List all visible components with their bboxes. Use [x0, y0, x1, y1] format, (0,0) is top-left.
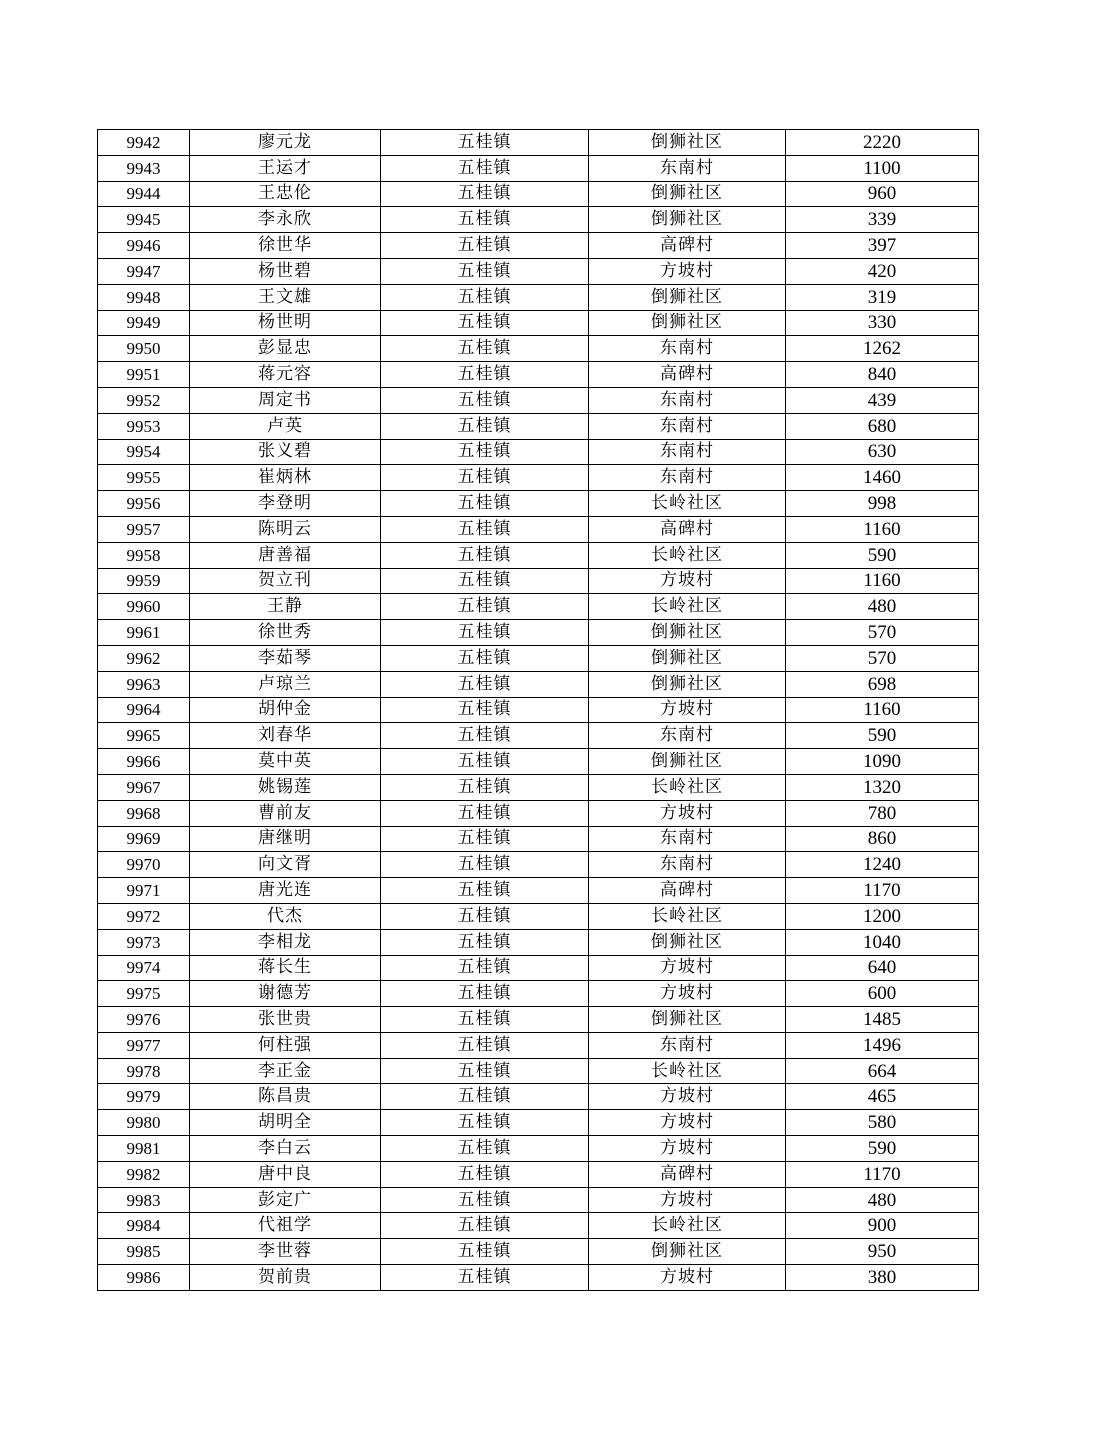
name-cell: 代祖学	[190, 1213, 381, 1239]
village-cell: 高碑村	[589, 362, 786, 388]
table-row	[98, 878, 979, 904]
name-cell: 刘春华	[190, 723, 381, 749]
row-number-cell: 9963	[98, 671, 190, 697]
name-cell: 李白云	[190, 1136, 381, 1162]
name-cell: 蒋长生	[190, 955, 381, 981]
row-number-cell: 9978	[98, 1058, 190, 1084]
village-cell: 东南村	[589, 155, 786, 181]
village-cell: 东南村	[589, 336, 786, 362]
town-cell: 五桂镇	[381, 1161, 589, 1187]
name-cell: 唐继明	[190, 826, 381, 852]
amount-cell: 480	[786, 1187, 979, 1213]
table-row	[98, 826, 979, 852]
town-cell: 五桂镇	[381, 336, 589, 362]
village-cell: 倒狮社区	[589, 181, 786, 207]
row-number-cell: 9974	[98, 955, 190, 981]
name-cell: 杨世碧	[190, 258, 381, 284]
town-cell: 五桂镇	[381, 542, 589, 568]
table-row	[98, 1265, 979, 1291]
amount-cell: 1496	[786, 1032, 979, 1058]
table-row	[98, 568, 979, 594]
amount-cell: 570	[786, 620, 979, 646]
town-cell: 五桂镇	[381, 387, 589, 413]
table-row	[98, 284, 979, 310]
table-row	[98, 516, 979, 542]
amount-cell: 590	[786, 542, 979, 568]
row-number-cell: 9966	[98, 749, 190, 775]
row-number-cell: 9972	[98, 903, 190, 929]
table-row	[98, 1110, 979, 1136]
village-cell: 长岭社区	[589, 542, 786, 568]
amount-cell: 680	[786, 413, 979, 439]
table-row	[98, 310, 979, 336]
village-cell: 方坡村	[589, 955, 786, 981]
village-cell: 高碑村	[589, 516, 786, 542]
amount-cell: 1485	[786, 1007, 979, 1033]
village-cell: 长岭社区	[589, 774, 786, 800]
village-cell: 东南村	[589, 465, 786, 491]
name-cell: 贺前贵	[190, 1265, 381, 1291]
town-cell: 五桂镇	[381, 1058, 589, 1084]
name-cell: 唐中良	[190, 1161, 381, 1187]
amount-cell: 1160	[786, 516, 979, 542]
town-cell: 五桂镇	[381, 207, 589, 233]
village-cell: 倒狮社区	[589, 310, 786, 336]
town-cell: 五桂镇	[381, 1265, 589, 1291]
village-cell: 倒狮社区	[589, 1007, 786, 1033]
table-row	[98, 258, 979, 284]
row-number-cell: 9956	[98, 491, 190, 517]
row-number-cell: 9976	[98, 1007, 190, 1033]
village-cell: 长岭社区	[589, 491, 786, 517]
table-row	[98, 387, 979, 413]
name-cell: 陈明云	[190, 516, 381, 542]
table-row	[98, 620, 979, 646]
name-cell: 李茹琴	[190, 645, 381, 671]
table-row	[98, 594, 979, 620]
table-row	[98, 1136, 979, 1162]
name-cell: 李正金	[190, 1058, 381, 1084]
table-row	[98, 542, 979, 568]
row-number-cell: 9961	[98, 620, 190, 646]
town-cell: 五桂镇	[381, 155, 589, 181]
row-number-cell: 9983	[98, 1187, 190, 1213]
row-number-cell: 9973	[98, 929, 190, 955]
town-cell: 五桂镇	[381, 774, 589, 800]
table-row	[98, 929, 979, 955]
town-cell: 五桂镇	[381, 413, 589, 439]
village-cell: 东南村	[589, 439, 786, 465]
row-number-cell: 9943	[98, 155, 190, 181]
amount-cell: 1200	[786, 903, 979, 929]
town-cell: 五桂镇	[381, 284, 589, 310]
row-number-cell: 9980	[98, 1110, 190, 1136]
name-cell: 莫中英	[190, 749, 381, 775]
amount-cell: 480	[786, 594, 979, 620]
table-row	[98, 800, 979, 826]
amount-cell: 319	[786, 284, 979, 310]
town-cell: 五桂镇	[381, 620, 589, 646]
name-cell: 姚锡莲	[190, 774, 381, 800]
amount-cell: 380	[786, 1265, 979, 1291]
town-cell: 五桂镇	[381, 1110, 589, 1136]
amount-cell: 439	[786, 387, 979, 413]
row-number-cell: 9957	[98, 516, 190, 542]
village-cell: 方坡村	[589, 568, 786, 594]
table-row	[98, 439, 979, 465]
amount-cell: 1320	[786, 774, 979, 800]
village-cell: 东南村	[589, 387, 786, 413]
name-cell: 胡明全	[190, 1110, 381, 1136]
amount-cell: 998	[786, 491, 979, 517]
town-cell: 五桂镇	[381, 594, 589, 620]
name-cell: 李永欣	[190, 207, 381, 233]
village-cell: 东南村	[589, 826, 786, 852]
town-cell: 五桂镇	[381, 1187, 589, 1213]
name-cell: 卢琼兰	[190, 671, 381, 697]
name-cell: 代杰	[190, 903, 381, 929]
village-cell: 方坡村	[589, 1187, 786, 1213]
name-cell: 崔炳林	[190, 465, 381, 491]
village-cell: 方坡村	[589, 258, 786, 284]
name-cell: 胡仲金	[190, 697, 381, 723]
amount-cell: 840	[786, 362, 979, 388]
row-number-cell: 9979	[98, 1084, 190, 1110]
village-cell: 方坡村	[589, 1136, 786, 1162]
town-cell: 五桂镇	[381, 233, 589, 259]
name-cell: 彭定广	[190, 1187, 381, 1213]
table-row	[98, 491, 979, 517]
village-cell: 方坡村	[589, 1110, 786, 1136]
name-cell: 向文胥	[190, 852, 381, 878]
row-number-cell: 9955	[98, 465, 190, 491]
name-cell: 王运才	[190, 155, 381, 181]
amount-cell: 900	[786, 1213, 979, 1239]
table-row	[98, 774, 979, 800]
table-row	[98, 1161, 979, 1187]
row-number-cell: 9962	[98, 645, 190, 671]
amount-cell: 950	[786, 1239, 979, 1265]
amount-cell: 664	[786, 1058, 979, 1084]
amount-cell: 1100	[786, 155, 979, 181]
amount-cell: 1040	[786, 929, 979, 955]
row-number-cell: 9985	[98, 1239, 190, 1265]
town-cell: 五桂镇	[381, 491, 589, 517]
amount-cell: 397	[786, 233, 979, 259]
row-number-cell: 9942	[98, 130, 190, 156]
village-cell: 方坡村	[589, 1265, 786, 1291]
village-cell: 倒狮社区	[589, 645, 786, 671]
table-row	[98, 130, 979, 156]
village-cell: 倒狮社区	[589, 130, 786, 156]
name-cell: 唐善福	[190, 542, 381, 568]
name-cell: 张义碧	[190, 439, 381, 465]
row-number-cell: 9947	[98, 258, 190, 284]
table-row	[98, 207, 979, 233]
name-cell: 卢英	[190, 413, 381, 439]
amount-cell: 420	[786, 258, 979, 284]
row-number-cell: 9975	[98, 981, 190, 1007]
name-cell: 谢德芳	[190, 981, 381, 1007]
name-cell: 李世蓉	[190, 1239, 381, 1265]
row-number-cell: 9977	[98, 1032, 190, 1058]
town-cell: 五桂镇	[381, 181, 589, 207]
village-cell: 倒狮社区	[589, 207, 786, 233]
name-cell: 王文雄	[190, 284, 381, 310]
table-row	[98, 955, 979, 981]
name-cell: 唐光连	[190, 878, 381, 904]
town-cell: 五桂镇	[381, 826, 589, 852]
table-row	[98, 1084, 979, 1110]
amount-cell: 570	[786, 645, 979, 671]
amount-cell: 960	[786, 181, 979, 207]
village-cell: 长岭社区	[589, 903, 786, 929]
row-number-cell: 9954	[98, 439, 190, 465]
name-cell: 徐世秀	[190, 620, 381, 646]
table-row	[98, 155, 979, 181]
name-cell: 徐世华	[190, 233, 381, 259]
village-cell: 倒狮社区	[589, 620, 786, 646]
name-cell: 李相龙	[190, 929, 381, 955]
table-row	[98, 413, 979, 439]
row-number-cell: 9968	[98, 800, 190, 826]
town-cell: 五桂镇	[381, 903, 589, 929]
table-row	[98, 852, 979, 878]
row-number-cell: 9953	[98, 413, 190, 439]
village-cell: 方坡村	[589, 697, 786, 723]
village-cell: 方坡村	[589, 1084, 786, 1110]
amount-cell: 590	[786, 1136, 979, 1162]
amount-cell: 339	[786, 207, 979, 233]
town-cell: 五桂镇	[381, 1032, 589, 1058]
village-cell: 高碑村	[589, 233, 786, 259]
name-cell: 周定书	[190, 387, 381, 413]
town-cell: 五桂镇	[381, 310, 589, 336]
row-number-cell: 9949	[98, 310, 190, 336]
table-row	[98, 749, 979, 775]
amount-cell: 1170	[786, 1161, 979, 1187]
town-cell: 五桂镇	[381, 1136, 589, 1162]
table-row	[98, 465, 979, 491]
name-cell: 何柱强	[190, 1032, 381, 1058]
amount-cell: 1090	[786, 749, 979, 775]
amount-cell: 1160	[786, 697, 979, 723]
village-cell: 长岭社区	[589, 594, 786, 620]
town-cell: 五桂镇	[381, 671, 589, 697]
village-cell: 高碑村	[589, 878, 786, 904]
town-cell: 五桂镇	[381, 878, 589, 904]
town-cell: 五桂镇	[381, 1239, 589, 1265]
name-cell: 李登明	[190, 491, 381, 517]
table-row	[98, 1239, 979, 1265]
town-cell: 五桂镇	[381, 852, 589, 878]
town-cell: 五桂镇	[381, 568, 589, 594]
village-cell: 方坡村	[589, 981, 786, 1007]
village-cell: 方坡村	[589, 800, 786, 826]
row-number-cell: 9959	[98, 568, 190, 594]
village-cell: 东南村	[589, 723, 786, 749]
row-number-cell: 9965	[98, 723, 190, 749]
name-cell: 张世贵	[190, 1007, 381, 1033]
amount-cell: 330	[786, 310, 979, 336]
amount-cell: 860	[786, 826, 979, 852]
table-row	[98, 645, 979, 671]
table-row	[98, 671, 979, 697]
town-cell: 五桂镇	[381, 981, 589, 1007]
row-number-cell: 9951	[98, 362, 190, 388]
town-cell: 五桂镇	[381, 749, 589, 775]
town-cell: 五桂镇	[381, 362, 589, 388]
row-number-cell: 9944	[98, 181, 190, 207]
town-cell: 五桂镇	[381, 1084, 589, 1110]
amount-cell: 640	[786, 955, 979, 981]
village-cell: 长岭社区	[589, 1058, 786, 1084]
roster-table	[97, 129, 979, 1291]
name-cell: 王忠伦	[190, 181, 381, 207]
village-cell: 倒狮社区	[589, 1239, 786, 1265]
town-cell: 五桂镇	[381, 465, 589, 491]
amount-cell: 465	[786, 1084, 979, 1110]
row-number-cell: 9948	[98, 284, 190, 310]
row-number-cell: 9945	[98, 207, 190, 233]
town-cell: 五桂镇	[381, 645, 589, 671]
name-cell: 陈昌贵	[190, 1084, 381, 1110]
table-row	[98, 1187, 979, 1213]
table-row	[98, 1007, 979, 1033]
amount-cell: 600	[786, 981, 979, 1007]
row-number-cell: 9971	[98, 878, 190, 904]
town-cell: 五桂镇	[381, 1213, 589, 1239]
village-cell: 倒狮社区	[589, 671, 786, 697]
table-row	[98, 697, 979, 723]
table-row	[98, 1213, 979, 1239]
village-cell: 倒狮社区	[589, 749, 786, 775]
village-cell: 东南村	[589, 413, 786, 439]
name-cell: 廖元龙	[190, 130, 381, 156]
town-cell: 五桂镇	[381, 723, 589, 749]
amount-cell: 2220	[786, 130, 979, 156]
amount-cell: 1460	[786, 465, 979, 491]
roster-table-body	[98, 130, 979, 1291]
amount-cell: 580	[786, 1110, 979, 1136]
name-cell: 贺立刊	[190, 568, 381, 594]
table-row	[98, 903, 979, 929]
name-cell: 王静	[190, 594, 381, 620]
name-cell: 彭显忠	[190, 336, 381, 362]
village-cell: 高碑村	[589, 1161, 786, 1187]
amount-cell: 780	[786, 800, 979, 826]
amount-cell: 590	[786, 723, 979, 749]
village-cell: 倒狮社区	[589, 929, 786, 955]
village-cell: 东南村	[589, 852, 786, 878]
row-number-cell: 9970	[98, 852, 190, 878]
table-row	[98, 336, 979, 362]
amount-cell: 630	[786, 439, 979, 465]
row-number-cell: 9946	[98, 233, 190, 259]
town-cell: 五桂镇	[381, 258, 589, 284]
table-row	[98, 1032, 979, 1058]
town-cell: 五桂镇	[381, 955, 589, 981]
row-number-cell: 9984	[98, 1213, 190, 1239]
row-number-cell: 9981	[98, 1136, 190, 1162]
village-cell: 倒狮社区	[589, 284, 786, 310]
town-cell: 五桂镇	[381, 516, 589, 542]
table-row	[98, 981, 979, 1007]
name-cell: 曹前友	[190, 800, 381, 826]
row-number-cell: 9967	[98, 774, 190, 800]
amount-cell: 1240	[786, 852, 979, 878]
town-cell: 五桂镇	[381, 130, 589, 156]
table-row	[98, 362, 979, 388]
row-number-cell: 9982	[98, 1161, 190, 1187]
row-number-cell: 9969	[98, 826, 190, 852]
row-number-cell: 9950	[98, 336, 190, 362]
row-number-cell: 9964	[98, 697, 190, 723]
town-cell: 五桂镇	[381, 929, 589, 955]
row-number-cell: 9960	[98, 594, 190, 620]
row-number-cell: 9958	[98, 542, 190, 568]
amount-cell: 1262	[786, 336, 979, 362]
name-cell: 蒋元容	[190, 362, 381, 388]
table-row	[98, 233, 979, 259]
town-cell: 五桂镇	[381, 439, 589, 465]
town-cell: 五桂镇	[381, 800, 589, 826]
table-row	[98, 723, 979, 749]
name-cell: 杨世明	[190, 310, 381, 336]
village-cell: 东南村	[589, 1032, 786, 1058]
amount-cell: 1170	[786, 878, 979, 904]
town-cell: 五桂镇	[381, 1007, 589, 1033]
row-number-cell: 9952	[98, 387, 190, 413]
amount-cell: 698	[786, 671, 979, 697]
village-cell: 长岭社区	[589, 1213, 786, 1239]
row-number-cell: 9986	[98, 1265, 190, 1291]
table-row	[98, 181, 979, 207]
amount-cell: 1160	[786, 568, 979, 594]
town-cell: 五桂镇	[381, 697, 589, 723]
table-row	[98, 1058, 979, 1084]
